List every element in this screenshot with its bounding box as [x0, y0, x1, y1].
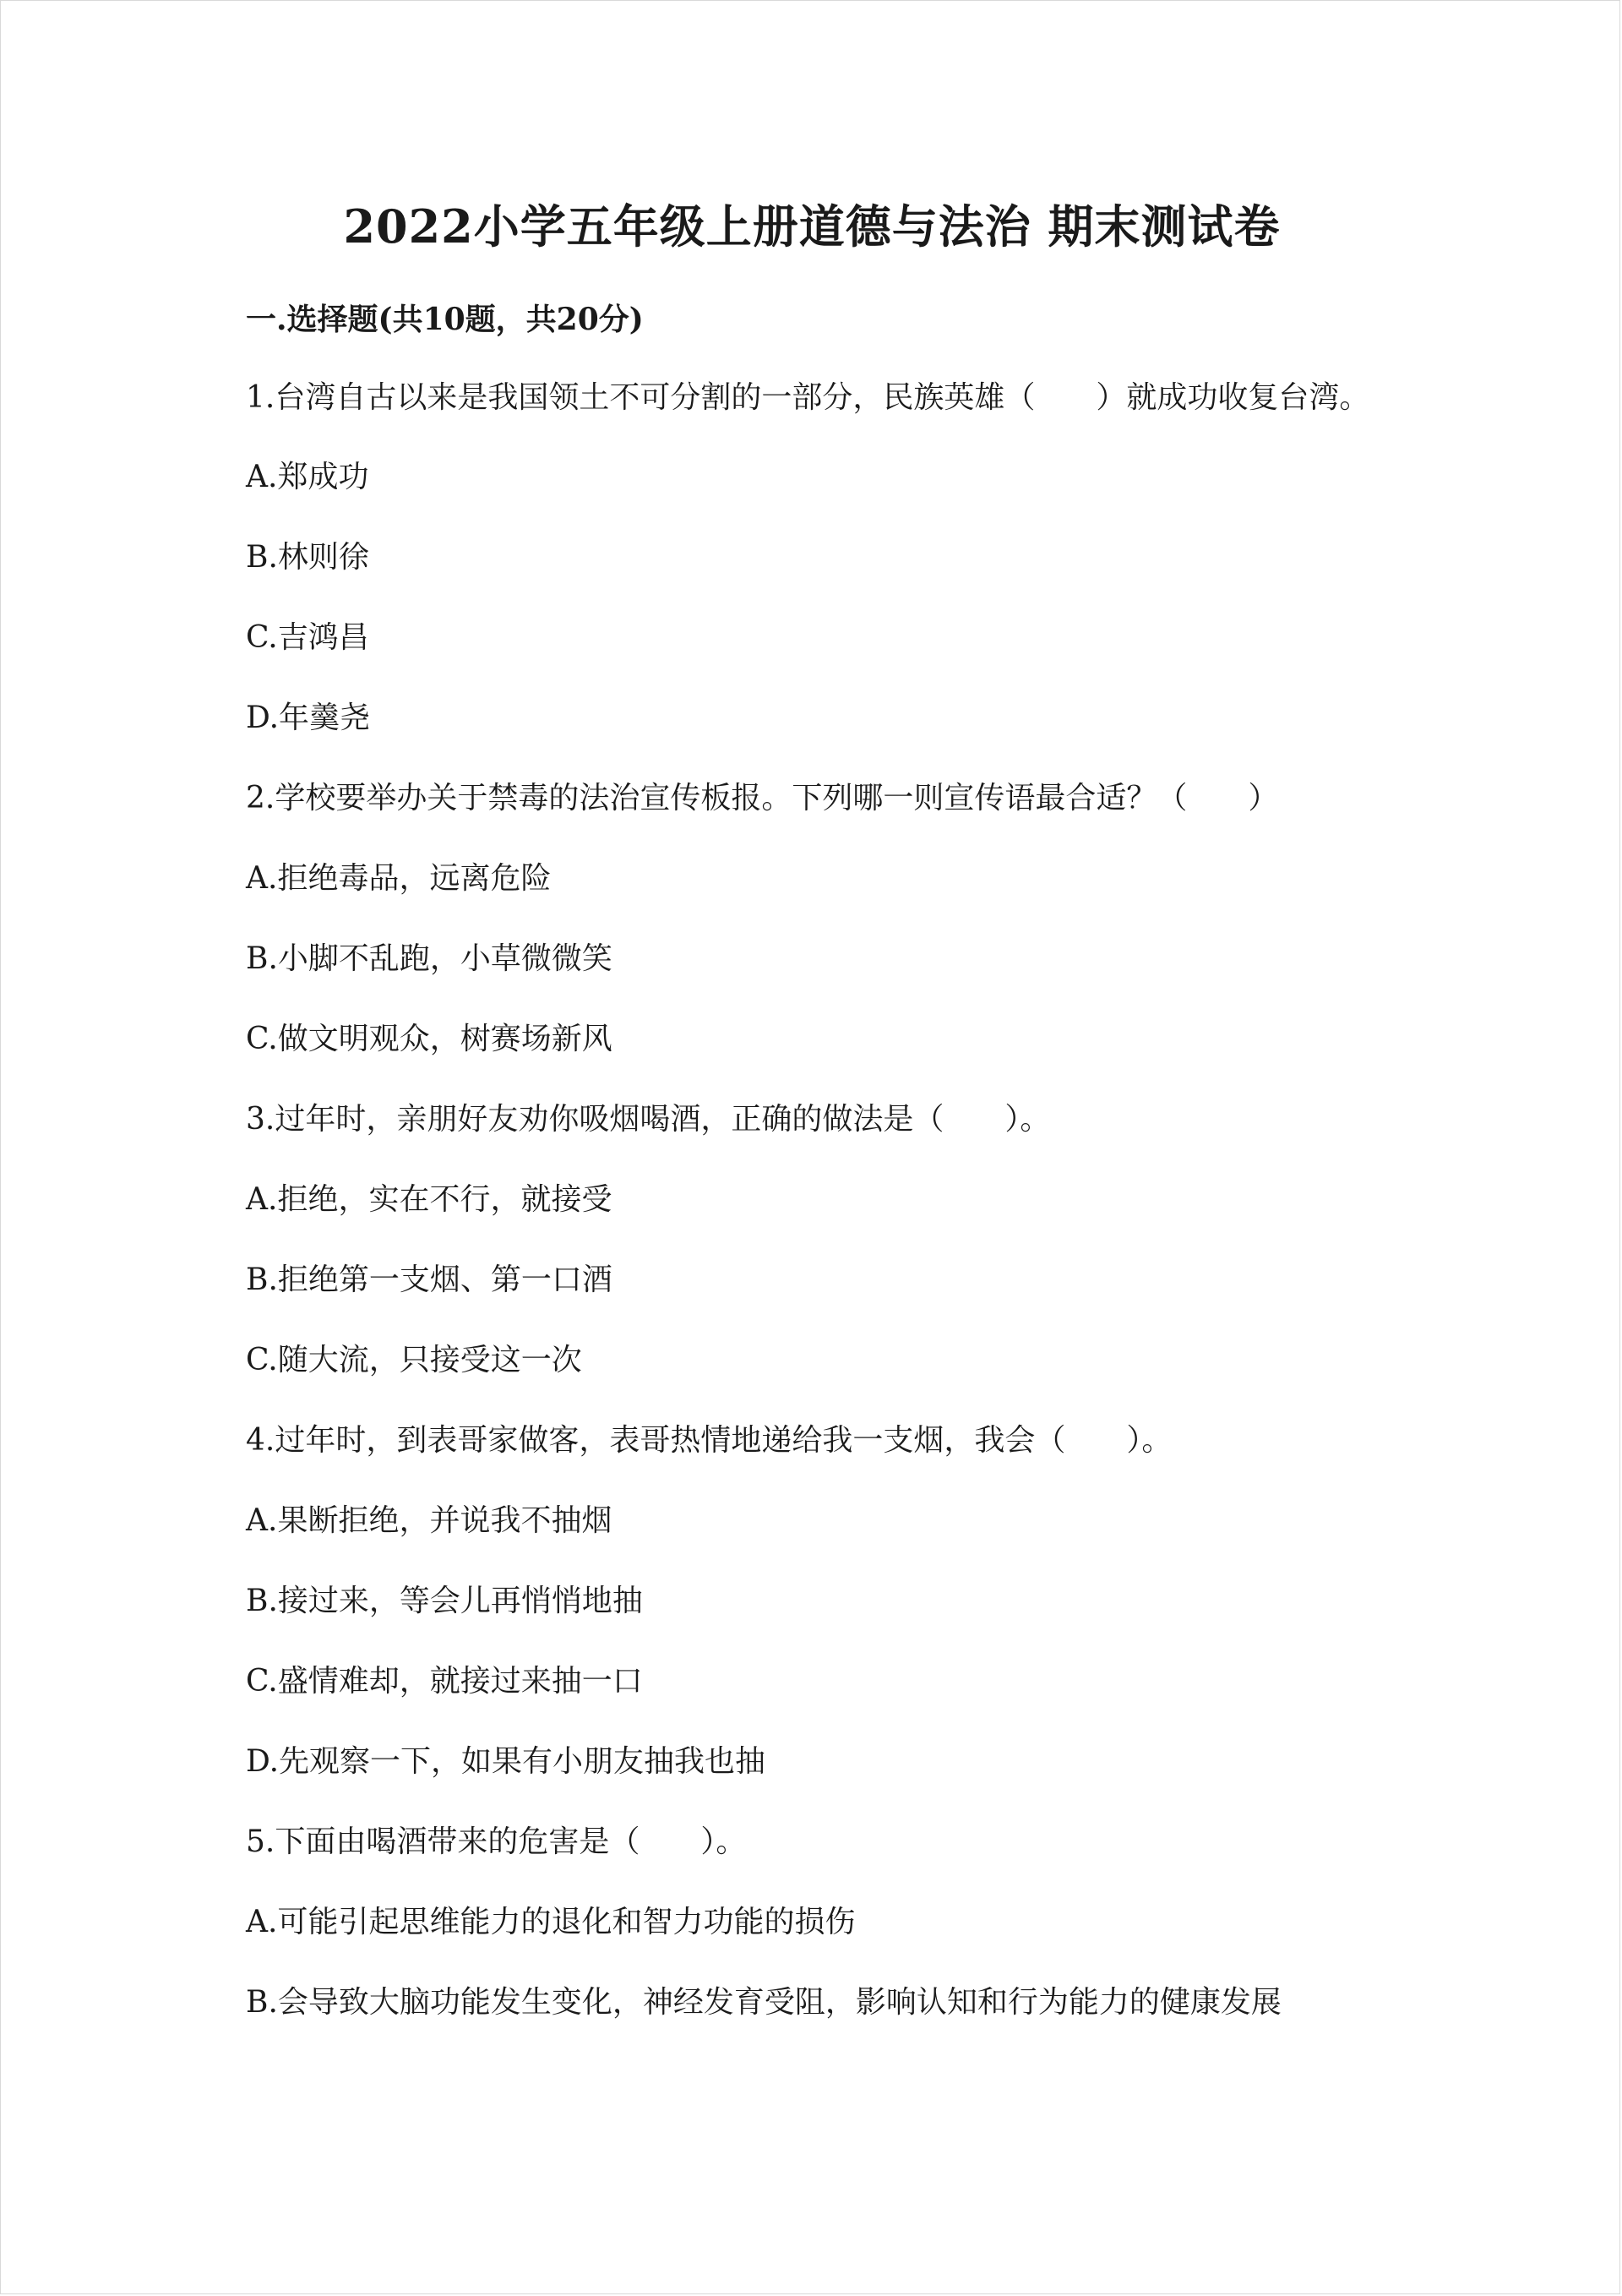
option-c: C.吉鸿昌 [246, 620, 369, 655]
question-text: 4.过年时，到表哥家做客，表哥热情地递给我一支烟，我会（ ）。 [246, 1423, 1173, 1458]
option-b: B.会导致大脑功能发生变化，神经发育受阻，影响认知和行为能力的健康发展 [246, 1985, 1282, 2020]
option-b: B.拒绝第一支烟、第一口酒 [246, 1263, 612, 1297]
page-title: 2022小学五年级上册道德与法治 期末测试卷 [343, 199, 1281, 254]
question-text: 2.学校要举办关于禁毒的法治宣传板报。下列哪一则宣传语最合适？（ ） [246, 781, 1279, 815]
option-b: B.接过来，等会儿再悄悄地抽 [246, 1584, 643, 1618]
option-b: B.林则徐 [246, 540, 369, 575]
question-1 [246, 378, 1382, 739]
option-b: B.小脚不乱跑，小草微微笑 [246, 941, 612, 976]
option-c: C.做文明观众，树赛场新风 [246, 1022, 612, 1056]
option-a: A.可能引起思维能力的退化和智力功能的损伤 [246, 1905, 856, 1939]
question-2 [246, 777, 1382, 1061]
option-c: C.盛情难却，就接过来抽一口 [246, 1664, 643, 1699]
option-a: A.郑成功 [246, 460, 369, 494]
option-a: A.拒绝，实在不行，就接受 [246, 1182, 612, 1217]
question-text: 5.下面由喝酒带来的危害是（ ）。 [246, 1824, 747, 1859]
option-a: A.果断拒绝，并说我不抽烟 [246, 1503, 612, 1538]
question-3 [246, 1099, 1382, 1382]
option-d: D.先观察一下，如果有小朋友抽我也抽 [246, 1744, 766, 1779]
option-c: C.随大流，只接受这一次 [246, 1343, 582, 1377]
option-d: D.年羹尧 [246, 701, 371, 735]
question-text: 3.过年时，亲朋好友劝你吸烟喝酒，正确的做法是（ ）。 [246, 1102, 1051, 1137]
option-a: A.拒绝毒品，远离危险 [246, 861, 552, 896]
section-heading: 一.选择题(共10题，共20分) [246, 302, 644, 337]
question-5 [246, 1821, 1382, 2024]
question-text: 1.台湾自古以来是我国领土不可分割的一部分，民族英雄（ ）就成功收复台湾。 [246, 380, 1370, 415]
question-4 [246, 1420, 1382, 1783]
question-list [246, 378, 1382, 2062]
